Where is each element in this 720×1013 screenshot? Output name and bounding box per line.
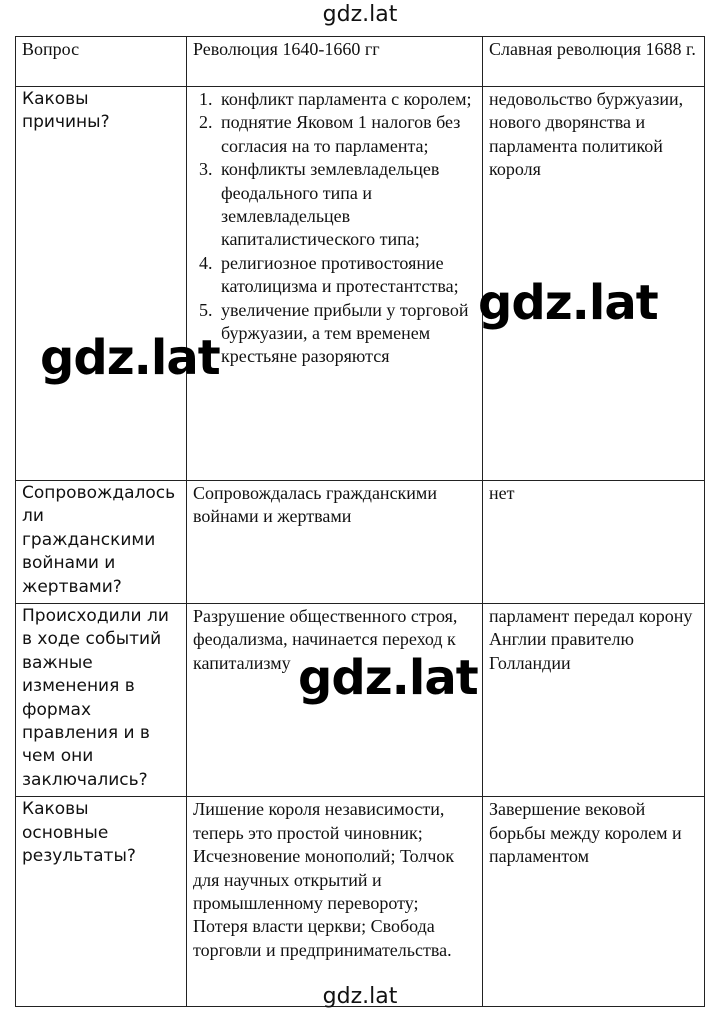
- list-item: 3. конфликты землевладельцев феодального типа и землевладельцев капиталистического типа;: [217, 158, 476, 252]
- question-cell: Сопровождалось ли гражданскими войнами и жертвами?: [16, 481, 187, 604]
- causes-list: [193, 88, 476, 369]
- rev1688-cell: недовольство буржуазии, нового дворянства и парламента политикой короля: [483, 87, 705, 481]
- site-header: gdz.lat: [322, 2, 398, 27]
- question-cell: Каковы причины?: [16, 87, 187, 481]
- site-footer: gdz.lat: [322, 984, 398, 1009]
- rev1688-cell: нет: [483, 481, 705, 604]
- rev1640-cell: Сопровождалась гражданскими войнами и жертвами: [187, 481, 483, 604]
- rev1640-cell: Разрушение общественного строя, феодализма, начинается переход к капитализму: [187, 604, 483, 797]
- list-item: 5. увеличение прибыли у торговой буржуазии, а тем временем крестьяне разоряются: [217, 299, 476, 369]
- question-cell: Происходили ли в ходе событий важные изменения в формах правления и в чем они заключались?: [16, 604, 187, 797]
- rev1688-cell: Завершение вековой борьбы между королем и парламентом: [483, 797, 705, 1007]
- watermark: gdz.lat: [478, 275, 658, 331]
- header-rev-1688: Славная революция 1688 г.: [483, 37, 705, 87]
- table-row: [16, 481, 705, 604]
- table-row: [16, 797, 705, 1007]
- rev1688-cell: парламент передал корону Англии правителю Голландии: [483, 604, 705, 797]
- rev1640-cell: [187, 87, 483, 481]
- comparison-table: [15, 36, 705, 1007]
- watermark: gdz.lat: [40, 330, 220, 386]
- question-cell: Каковы основные результаты?: [16, 797, 187, 1007]
- watermark: gdz.lat: [298, 650, 478, 706]
- table-header-row: [16, 37, 705, 87]
- rev1640-cell: Лишение короля независимости, теперь это простой чиновник; Исчезновение монополий; Толчок для научных открытий и промышленному перевороту; Потеря власти церкви; Свобода торговли и предпринимательства.: [187, 797, 483, 1007]
- list-item: 2. поднятие Яковом 1 налогов без согласия на то парламента;: [217, 111, 476, 158]
- list-item: 4. религиозное противостояние католицизма и протестантства;: [217, 252, 476, 299]
- list-item: 1. конфликт парламента с королем;: [217, 88, 476, 111]
- header-question: Вопрос: [16, 37, 187, 87]
- header-rev-1640: Революция 1640-1660 гг: [187, 37, 483, 87]
